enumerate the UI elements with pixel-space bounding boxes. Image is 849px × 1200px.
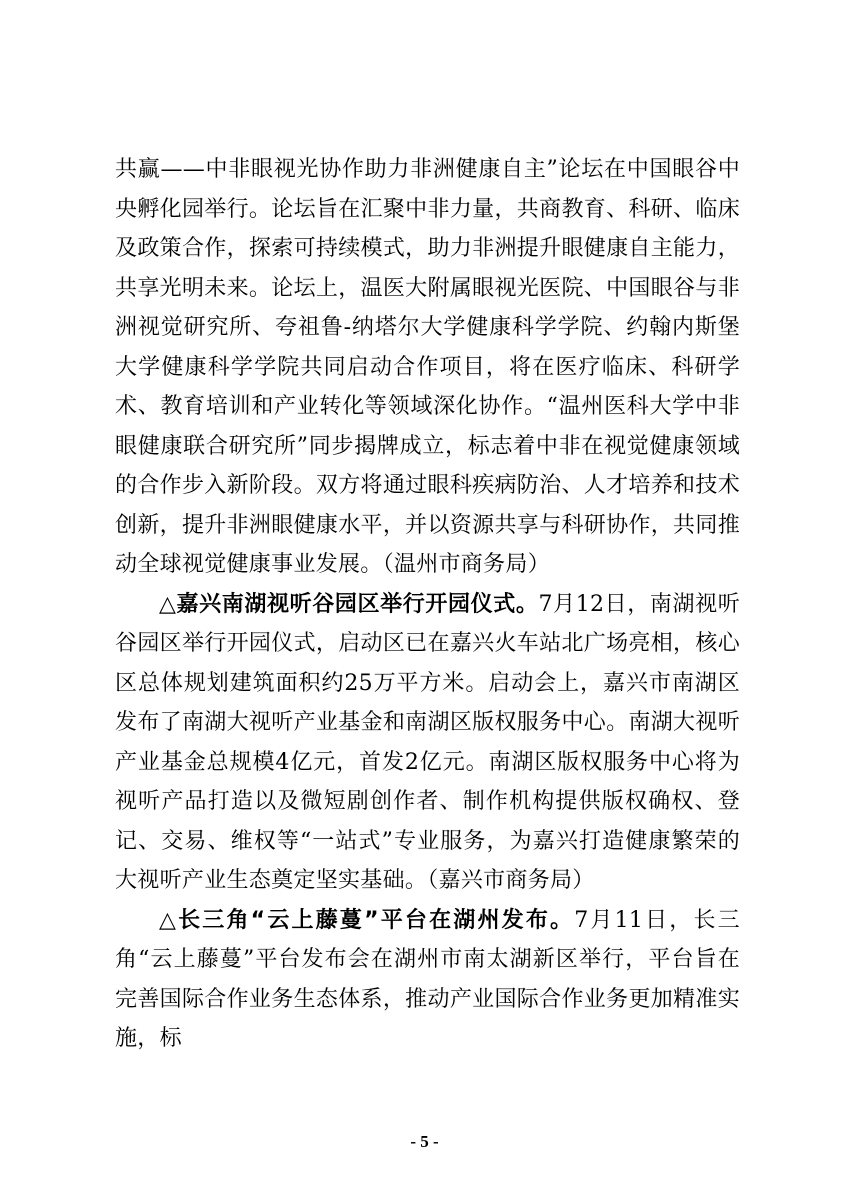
paragraph-lead-heading: △长三角“云上藤蔓”平台在湖州发布。 — [159, 907, 575, 933]
paragraph-text: 7月11日，长三角“云上藤蔓”平台发布会在湖州市南太湖新区举行，平台旨在完善国际合作业务生态体系，推动产业国际合作业务更加精准实施，标 — [115, 907, 740, 1051]
document-body — [115, 150, 740, 1059]
paragraph-jiaxing-nanhu — [115, 585, 740, 901]
page-number: - 5 - — [410, 1132, 439, 1151]
paragraph-lead-heading: △嘉兴南湖视听谷园区举行开园仪式。 — [159, 591, 539, 617]
paragraph-text: 7月12日，南湖视听谷园区举行开园仪式，启动区已在嘉兴火车站北广场亮相，核心区总体规划建筑面积约25万平方米。启动会上，嘉兴市南湖区发布了南湖大视听产业基金和南湖区版权服务中心。南湖大视听产业基金总规模4亿元，首发2亿元。南湖区版权服务中心将为视听产品打造以及微短剧创作者、制作机构提供版权确权、登记、交易、维权等“一站式”专业服务，为嘉兴打造健康繁荣的大视听产业生态奠定坚实基础。（嘉兴市商务局） — [115, 591, 740, 893]
paragraph-text: 共赢——中非眼视光协作助力非洲健康自主”论坛在中国眼谷中央孵化园举行。论坛旨在汇聚中非力量，共商教育、科研、临床及政策合作，探索可持续模式，助力非洲提升眼健康自主能力，共享光明未来。论坛上，温医大附属眼视光医院、中国眼谷与非洲视觉研究所、夸祖鲁-纳塔尔大学健康科学学院、约翰内斯堡大学健康科学学院共同启动合作项目，将在医疗临床、科研学术、教育培训和产业转化等领域深化协作。“温州医科大学中非眼健康联合研究所”同步揭牌成立，标志着中非在视觉健康领域的合作步入新阶段。双方将通过眼科疾病防治、人才培养和技术创新，提升非洲眼健康水平，并以资源共享与科研协作，共同推动全球视觉健康事业发展。（温州市商务局） — [115, 157, 740, 577]
paragraph-forum-continuation — [115, 150, 740, 585]
paragraph-huzhou-platform — [115, 901, 740, 1059]
